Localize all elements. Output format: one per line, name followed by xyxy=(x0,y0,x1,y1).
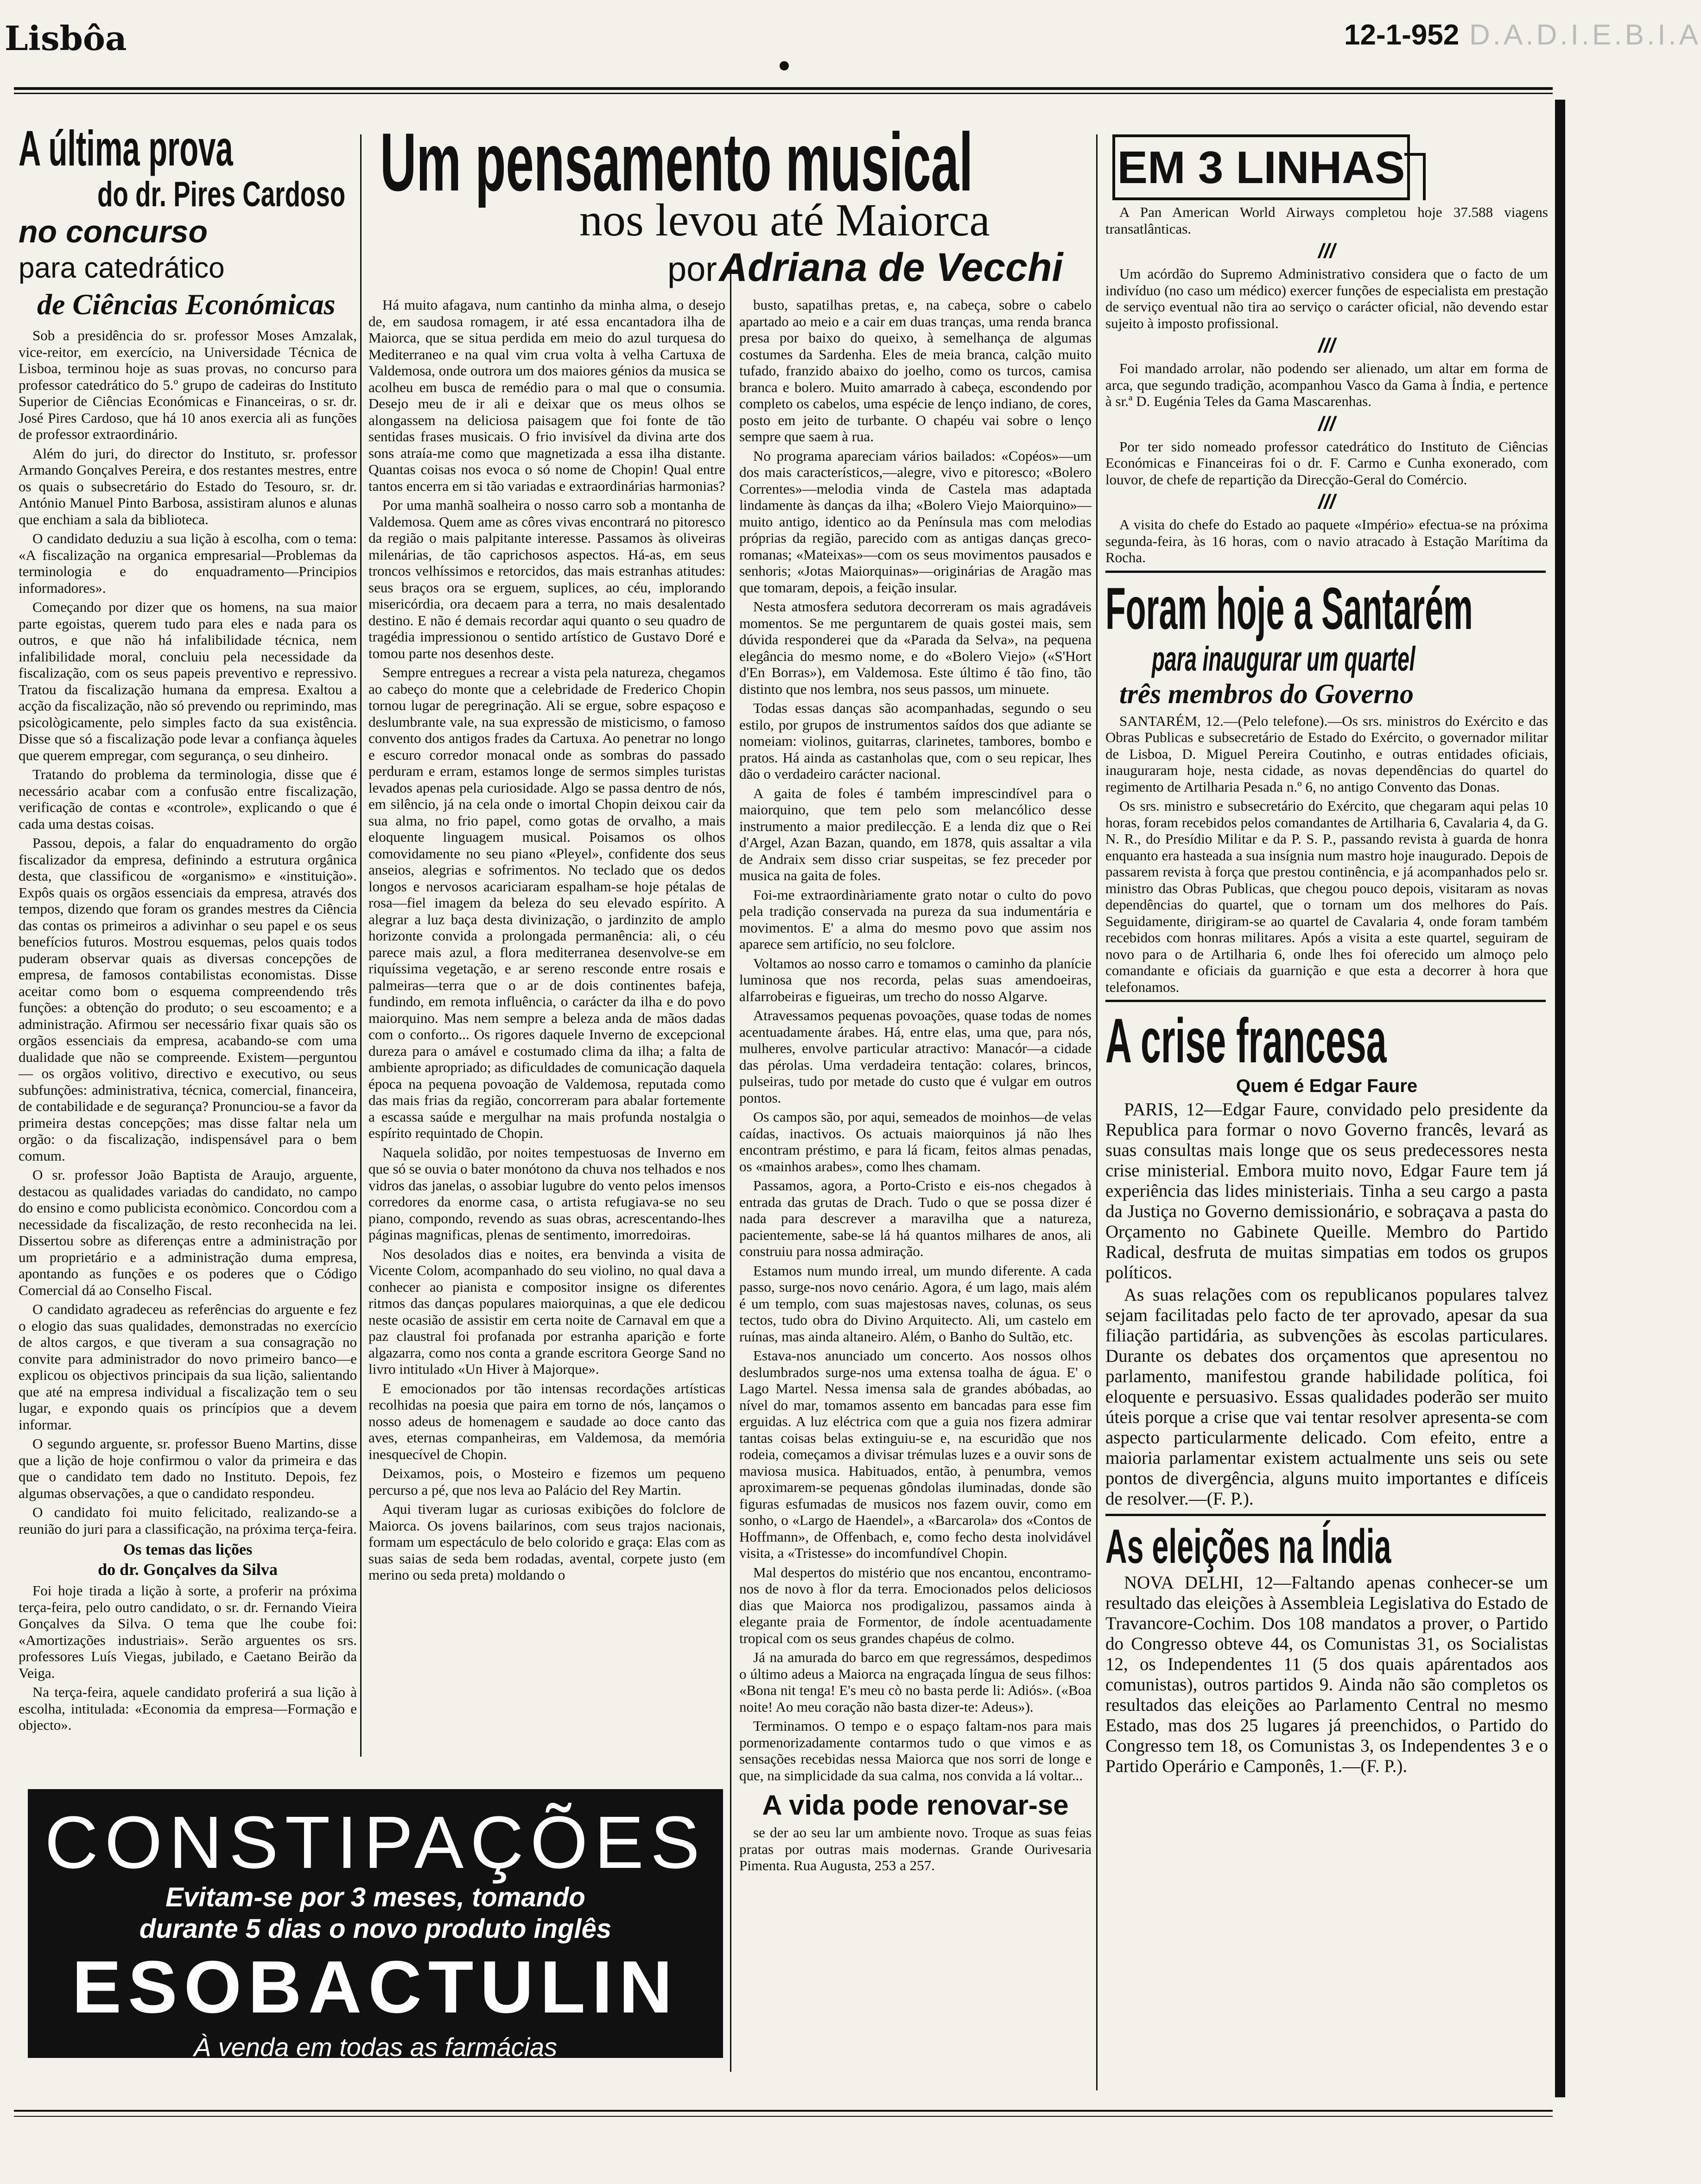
mid-col1-paragraph: Naquela solidão, por noites tempestuosas de Inverno em que só se ouvia o bater monótono da chuva nos telhados e nos vidros das janelas, o assobiar lugubre do vento pelos imensos corredores da enorme casa, o artista refugiava-se no seu piano, compondo, revendo as suas obras, acrescentando-lhes páginas magnificas, plenas de sentimento, imorredoiras. xyxy=(368,1144,725,1243)
mid-col1-paragraph: Há muito afagava, num cantinho da minha alma, o desejo de, em saudosa romagem, ir até essa encantadora ilha de Maiorca, que se situa perdida em meio do azul turquesa do Mediterraneo e na qual vim crua volta à velha Cartuxa de Valdemosa, onde outrora um dos maiores génios da musica se acolheu em busca de remédio para o mal que o consumia. Desejo meu de ir ali e deixar que os meus olhos se alongassem na deliciosa paisagem que foi fonte de tão sentidas frases musicais. O frio invisível da divina arte dos sons atraía-me como que magnetizada a essa ilha distante. Quantas coisas nos evoca o só nome de Chopin! Qual entre tantos encerra em si tão variadas e extraordinárias harmonias? xyxy=(368,297,725,494)
mid-col2-paragraph: Atravessamos pequenas povoações, quase todas de nomes acentuadamente árabes. Há, entre elas, uma que, para nós, mulheres, envolve particular atractivo: Manacór—a cidade das pérolas. Uma verdadeira tentação: colares, brincos, pulseiras, tudo por metade do custo que é vulgar em outros pontos. xyxy=(739,1007,1092,1106)
crise-body xyxy=(1105,1099,1548,1509)
crise-paragraph: PARIS, 12—Edgar Faure, convidado pelo presidente da Republica para formar o novo Governo francês, levará as suas consultas mais longe que os seus predecessores nesta crise ministerial. Embora muito novo, Edgar Faure tem já experiência das lides ministeriais. Tinha a seu cargo a pasta da Justiça no Governo demissionário, e sobraçava a pasta do Orçamento no Gabinete Queille. Membro do Partido Radical, desfruta de muitas simpatias em todos os grupos políticos. xyxy=(1105,1099,1548,1282)
brief-item: Um acórdão do Supremo Administrativo considera que o facto de um indivíduo (no caso um médico) exercer funções de especialista em prestação de serviço eventual não tira ao serviço o carácter oficial, não devendo estar sujeito à imposto profissional. xyxy=(1105,266,1548,331)
santarem-subhead-2: três membros do Governo xyxy=(1119,678,1414,709)
brief-item: A Pan American World Airways completou hoje 37.588 viagens transatlânticas. xyxy=(1105,204,1548,237)
ad-headline: CONSTIPAÇÕES xyxy=(44,1801,706,1884)
issue-date: 12-1-952 xyxy=(1344,19,1460,51)
bottom-rule-thin xyxy=(14,2116,1553,2117)
middle-article-title: Um pensamento musical xyxy=(380,116,973,208)
ad-product-name: ESOBACTULIN xyxy=(72,1945,679,2028)
mid-col1-paragraph: Aqui tiveram lugar as curiosas exibições do folclore de Maiorca. Os jovens bailarinos, com seus trajos nacionais, formam um espectáculo de belo colorido e graça: Elas com as suas saias de seda bem rodadas, avental, corpete justo (em merino ou seda preta) moldando o xyxy=(368,1501,725,1583)
top-rule xyxy=(14,87,1553,90)
brief-item: Por ter sido nomeado professor catedrático do Instituto de Ciências Económicas e Financeiras foi o dr. F. Carmo e Cunha exonerado, com louvor, de chefe de repartição da Direcção-Geral do Comércio. xyxy=(1105,438,1548,488)
brief-item: Foi mandado arrolar, não podendo ser alienado, um altar em forma de arca, que segundo tradição, acompanhou Vasco da Gama à Índia, e pertence à sr.ª D. Eugénia Teles da Gama Mascarenhas. xyxy=(1105,360,1548,409)
left-paras-paragraph: O sr. professor João Baptista de Araujo, arguente, destacou as qualidades variadas do candidato, no campo do ensino e como publicista econòmico. Concordou com a necessidade da fiscalização, de resto reconhecida na lei. Dissertou sobre as diferenças entre a administração por um proprietário e a administração duma empresa, apontando as funções e os poderes que o Código Comercial dá ao Conselho Fiscal. xyxy=(19,1167,357,1298)
mid-col2-paragraph: Os campos são, por aqui, semeados de moinhos—de velas caídas, inactivos. Os actuais maiorquinos já não lhes encontram préstimo, e para lá ficam, feitos almas penadas, os «mainhos arabes», como lhes chamam. xyxy=(739,1109,1092,1175)
brief-separator: /// xyxy=(1318,334,1335,357)
left-paras-paragraph: Além do juri, do director do Instituto, sr. professor Armando Gonçalves Pereira, e dos restantes mestres, entre os quais o subsecretário do Estado do Tesouro, sr. dr. António Manuel Pinto Barbosa, assistiram alunos e alunas que enchiam a sala da biblioteca. xyxy=(19,445,357,527)
top-rule-thin xyxy=(14,93,1553,94)
right-rule-3 xyxy=(1105,1514,1546,1516)
middle-article-col1 xyxy=(368,297,725,1766)
santarem-subhead: para inaugurar um quartel xyxy=(1152,639,1415,678)
mid-col1-paragraph: Deixamos, pois, o Mosteiro e fizemos um pequeno percurso a pé, que nos leva ao Palácio del Rey Martin. xyxy=(368,1465,725,1498)
byline-author: Adriana de Vecchi xyxy=(718,245,1063,290)
section-title: Lisbôa xyxy=(5,19,127,58)
left-paras-paragraph: Sob a presidência do sr. professor Moses Amzalak, vice-reitor, em exercício, na Universidade Técnica de Lisboa, terminou hoje as suas provas, no concurso para professor catedrático do 5.º grupo de cadeiras do Instituto Superior de Ciências Económicas e Financeiras, o sr. dr. José Pires Cardoso, que há 10 anos exercia ali as funções de professor extraordinário. xyxy=(19,327,357,442)
left-article xyxy=(19,121,357,1761)
mid-col1-paragraph: E emocionados por tão intensas recordações artísticas recolhidas na poesia que paira em torno de nós, lançamos o nosso adeus de homenagem e saudade ao doce canto das aves, eternas companheiras, em Valdemosa, da memória inesquecível de Chopin. xyxy=(368,1380,725,1462)
mid-col2-paragraph: Nesta atmosfera sedutora decorreram os mais agradáveis momentos. Se me perguntarem de quais gostei mais, sem dúvida responderei que da «Parada da Selva», na pequena elegância do mesmo nome, e do «Bolero Viejo» («S'Hort d'En Borras»), em Valdemosa. Este último é tão fino, tão distinto que nos lembra, nos seus passos, um minuete. xyxy=(739,598,1092,697)
right-rule-1 xyxy=(1105,571,1546,573)
mid-col2-paragraph: Voltamos ao nosso carro e tomamos o caminho da planície luminosa que nos recorda, pelas suas amendoeiras, alfarrobeiras e figueiras, um trecho do nosso Algarve. xyxy=(739,955,1092,1004)
mid-col2-paragraph: Mal despertos do mistério que nos encantou, encontramo-nos de novo à flor da terra. Emocionados pelos deliciosos dias que Maiorca nos prodigalizou, passamos ainda à elegante praia de Formentor, de índole acentuadamente tropical com os seus grandes chapéus de colmo. xyxy=(739,1564,1092,1646)
column-divider-1 xyxy=(360,134,362,1757)
left-paras2-paragraph: Na terça-feira, aquele candidato proferirá a sua lição à escolha, intitulada: «Economia da empresa—Formação e objecto». xyxy=(19,1684,357,1733)
left-article-title-line2: do dr. Pires Cardoso xyxy=(97,175,346,214)
left-paras-paragraph: Começando por dizer que os homens, na sua maior parte egoistas, querem tudo para eles e nada para os outros, e que não há infalibilidade técnica, nem infalibilidade moral, concluiu pela necessidade da fiscalização, com os seus papeis preventivo e repressivo. Tratou da fiscalização humana da empresa. Exaltou a acção da fiscalização, não só prevendo ou reprimindo, mas psicològicamente, pelo simples facto da sua existência. Disse que só a fiscalização pode levar a confiança àqueles que querem empregar, com segurança, o seu dinheiro. xyxy=(19,599,357,763)
left-article-title-line5: de Ciências Económicas xyxy=(37,288,336,321)
mid-col2-paragraph: No programa apareciam vários bailados: «Copéos»—um dos mais característicos,—alegre, vivo e pitoresco; «Bolero Correntes»—melodia vinda de Castela mas adaptada lindamente às danças da ilha; «Bolero Viejo Maiorquino»—muito antigo, identico ao da Península mas com melodias próprias da região, parecido com as antigas danças greco-romanas; «Mateixas»—com os seus movimentos pausados e senhoris; «Jotas Maiorquinas»—originárias de Aragão mas que tomaram, depois, a feição insular. xyxy=(739,447,1092,596)
masthead-mark: D.A.D.I.E.B.I.A xyxy=(1469,19,1701,51)
em3-linhas-box: EM 3 LINHAS xyxy=(1112,134,1410,200)
ad-line3: durante 5 dias o novo produto inglês xyxy=(139,1914,612,1944)
em3-box-tail xyxy=(1404,153,1426,200)
mid-col1-paragraph: Por uma manhã soalheira o nosso carro sob a montanha de Valdemosa. Quem ame as côres vivas encontrará no pitoresco da região o mais palpitante interesse. Passamos às oliveiras milenárias, de tão caprichosos aspectos. Há-as, em seus troncos velhíssimos e retorcidos, das mais estranhas atitudes: seus braços ora se erguem, suplices, ao céu, implorando misericórdia, ora decaem para a terra, no mais desalentado destino. E não é demais recordar aqui quanto o seu quadro de tragédia impressionou o sentido artístico de Gustavo Doré e tomou parte nos desenhos deste. xyxy=(368,497,725,661)
santarem-paragraph: Os srs. ministro e subsecretário do Exército, que chegaram aqui pelas 10 horas, foram recebidos pelos comandantes de Artilharia 6, Cavalaria 4, da G. N. R., do Presídio Militar e da P. S. P., passando revista à guarda de honra enquanto era hasteada a sua insígnia num mastro hoje inaugurado. Depois de passarem revista à força que prestou continência, e já acompanhados pelo sr. ministro das Obras Publicas, que chegou pouco depois, visitaram as novas dependências do quartel, que o tornam um dos melhores do País. Seguidamente, dirigiram-se ao quartel de Cavalaria 4, onde foram também recebidos com honras militares. Após a visita a este quartel, seguiram de novo para o de Artilharia 6, onde lhes foi oferecido um almoço pelo comandante e oficiais da guarnição e que esta a decorrer à hora que telefonamos. xyxy=(1105,798,1548,995)
left-paras-paragraph: O segundo arguente, sr. professor Bueno Martins, disse que a lição de hoje confirmou o valor da primeira e das que o candidato tem dado no Instituto. Depois, fez algumas observações, a que o candidato respondeu. xyxy=(19,1435,357,1501)
mid-col2-paragraph: A gaita de foles é também imprescindível para o maiorquino, que tem pelo som melancólico desse instrumento a maior predilecção. E a lenda diz que o Rei d'Argel, Azan Bazan, quando, em 1878, quis assaltar a vila de Andraix sem disso criar suspeitas, se fez preceder por musica na gaita de foles. xyxy=(739,785,1092,883)
ad-line2: Evitam-se por 3 meses, tomando xyxy=(165,1882,585,1912)
mid-col2-paragraph: busto, sapatilhas pretas, e, na cabeça, sobre o cabelo apartado ao meio e a cair em duas tranças, uma renda branca presa por baixo do queixo, à semelhança de algumas costumes da Sardenha. Eles de meia branca, calção muito tufado, franzido abaixo do joelho, como os turcos, camisa branca e bolero. Muito amarrado à cabeça, escondendo por completo os cabelos, uma espécie de lenço indiano, de cores, posto em jeito de turbante. O chapéu vai sobre o lenço sempre que saem à rua. xyxy=(739,297,1092,444)
mid-col1-paragraph: Sempre entregues a recrear a vista pela natureza, chegamos ao cabeço do monte que a celebridade de Frederico Chopin tornou lugar de peregrinação. Ali se ergue, sobre espaçoso e deslumbrante vale, na sua expressão de misticismo, o famoso convento dos antigos frades da Cartuxa. Ao penetrar no longo e escuro corredor monacal onde as sombras do passado perduram e erram, estamos longe de sermos simples turistas levados apenas pela curiosidade. Algo se passa dentro de nós, em silêncio, já na cela onde o imortal Chopin deixou cair da sua alma, no frio papel, como gotas de orvalho, a mais eloquente linguagem musical. Poisamos os olhos comovidamente no seu piano «Pleyel», confidente dos seus anseios, alegrias e sofrimentos. No teclado que os dedos longos e nervosos acariciaram espalham-se hoje pétalas de rosa—fiel imagem da beleza do seu elevado espírito. A alegrar a luz baça desta divinização, o jardinzito de amplo horizonte convida a prolongada permanência: ali, o céu parece mais azul, a flora mediterranea desenvolve-se em riquíssima vegetação, e ar sereno resconde entre rosais e palmeiras—terra que o ar de dois continentes bafeja, fundindo, em remota influência, o carácter da ilha e do povo maiorquino. Mas nem sempre a beleza anda de mãos dadas com o conforto... Os rigores daquele Inverno de excepcional dureza para o amável e costumado clima da ilha; a falta de ambiente apropriado; as dificuldades de comunicação daquela época na pequena povoação de Valdemosa, reputada como das mais frias da região, concorreram para abalar fortemente a escassa saúde e mergulhar na mais profunda nostalgia o espírito requintado de Chopin. xyxy=(368,664,725,1141)
mid-col2-paragraph: Já na amurada do barco em que regressámos, despedimos o último adeus a Maiorca na engraçada língua de seus filhos: «Bona nit tenga! E's meu cò no basta perde li: Adiós». («Boa noite! Ao meu coração não basta dizer-te: Adeus»). xyxy=(739,1649,1092,1715)
left-article-title: A última prova xyxy=(19,120,233,176)
middle-article-col2 xyxy=(739,297,1092,2081)
mid-col2-paragraph: Passamos, agora, a Porto-Cristo e eis-nos chegados à entrada das grutas de Drach. Tudo o que se possa dizer é nada para descrever a maravilha que a natureza, pacientemente, sabe-se lá há quantos milhares de anos, ali construiu para nossa admiração. xyxy=(739,1177,1092,1259)
right-margin-bar xyxy=(1555,100,1565,2097)
column-divider-3 xyxy=(1096,134,1098,2090)
middle-article-subtitle: nos levou até Maiorca xyxy=(579,194,990,246)
center-dot-ornament xyxy=(780,61,789,70)
bottom-rule xyxy=(14,2110,1553,2112)
mid-col2-paragraph: Estava-nos anunciado um concerto. Aos nossos olhos deslumbrados surge-nos uma extensa toalha de água. E' o Lago Martel. Nessa imensa sala de grandes abóbadas, ao nível do mar, tomamos assento em bancadas para esse fim erguidas. A luz eléctrica com que a guia nos fizera admirar tantas coisas belas extinguiu-se e, na escuridão que nos rodeia, começamos a divisar trémulas luzes e a ouvir sons de maviosa musica. Habituados, então, à penumbra, vemos aproximarem-se pequenas gôndolas iluminadas, donde são figuras esfumadas de musicos nos fazem ouvir, como em sonho, o «Largo de Haendel», a «Barcarola» dos «Contos de Hoffmann», de Offenbach, e, como fecho desta inolvidável visita, a «Tristesse» do incomfundível Chopin. xyxy=(739,1347,1092,1561)
brief-separator: /// xyxy=(1318,412,1335,435)
crise-paragraph: As suas relações com os republicanos populares talvez sejam facilitadas pelo facto de ter aprovado, apesar da sua filiação partidária, as subvenções às escolas particulares. Durante os debates dos orçamentos que apresentou no parlamento, manifestou grande habilidade política, foi eloquente e persuasivo. Essas qualidades poderão ser muito úteis porque a crise que vai tentar resolver apresenta-se com aspecto particularmente delicado. Com efeito, entre a maioria parlamentar existem actualmente uns seis ou sete pontos de divergência, alguns muito importantes e difíceis de resolver.—(F. P.). xyxy=(1105,1285,1548,1509)
byline-prefix: por xyxy=(667,250,717,288)
left-article-body xyxy=(19,327,357,1537)
right-column xyxy=(1105,204,1548,2104)
brief-separator: /// xyxy=(1318,490,1335,513)
left-subhead-line1: Os temas das lições xyxy=(123,1541,253,1558)
vida-text: se der ao seu lar um ambiente novo. Troque as suas feias pratas por outras mais modernas. Grande Ourivesaria Pimenta. Rua Augusta, 253 a 257. xyxy=(739,1824,1092,1873)
brief-separator: /// xyxy=(1318,240,1335,262)
crise-subhead: Quem é Edgar Faure xyxy=(1236,1076,1418,1096)
mid-col2-paragraph: Foi-me extraordinàriamente grato notar o culto do povo pela tradição conservada na pureza da sua indumentária e movimentos. E' a alma do mesmo povo que assim nos aparece sem artifício, no seu folclore. xyxy=(739,886,1092,952)
left-subhead-line2: do dr. Gonçalves da Silva xyxy=(98,1560,278,1579)
mid-col2-paragraph: Todas essas danças são acompanhadas, segundo o seu estilo, por grupos de instrumentos saídos dos que adiante se nomeiam: violinos, guitarras, clarinetes, tambores, bombo e pratos. Há ainda as castanholas que, com o seu repicar, lhes dão o verdadeiro carácter nacional. xyxy=(739,700,1092,782)
left-paras-paragraph: O candidato foi muito felicitado, realizando-se a reunião do juri para a classificação, na próxima terça-feira. xyxy=(19,1504,357,1537)
mid-col2-paragraph: Estamos num mundo irreal, um mundo diferente. A cada passo, surge-nos novo cenário. Agora, é um lago, mais além é um templo, com suas majestosas naves, colunas, os seus tectos, tudo obra do Divino Arquitecto. Ali, um castelo em ruínas, mas ainda altaneiro. Além, o Banho do Sultão, etc. xyxy=(739,1262,1092,1345)
brief-item: A visita do chefe do Estado ao paquete «Império» efectua-se na próxima segunda-feira, às 16 horas, com o navio atracado à Estação Marítima da Rocha. xyxy=(1105,516,1548,565)
left-article-body-2 xyxy=(19,1582,357,1733)
left-paras2-paragraph: Foi hoje tirada a lição à sorte, a proferir na próxima terça-feira, pelo outro candidato, o sr. dr. Fernando Vieira Gonçalves da Silva. O tema que lhe coube foi: «Amortizações industriais». Serão arguentes os srs. professores Luís Viegas, jubilado, e Caetano Beirão da Veiga. xyxy=(19,1582,357,1681)
vida-headline: A vida pode renovar-se xyxy=(762,1790,1069,1821)
left-paras-paragraph: Passou, depois, a falar do enquadramento do orgão fiscalizador da empresa, definindo a estrutura orgânica desta, que classificou de «organismo» e «instituição». Expôs quais os orgãos essenciais da empresa, através dos tempos, dizendo que foram os grandes mestres da Ciência das contas os primeiros a adivinhar o seu papel e os seus benefícios futuros. Mostrou esquemas, pelos quais todos puderam observar quais as diversas concepções de empresa, de famosos contabilistas economistas. Disse aceitar como bom o esquema compreendendo três funções: a obtenção do produto; o seu escoamento; e a administração. Afirmou ser necessário fixar quais são os orgãos essenciais da empresa, acabando-se com uma dualidade que não se compreende. Existem—perguntou — os orgãos volitivo, directivo e executivo, ou seus subfunções: administrativa, técnica, comercial, financeira, de contabilidade e de segurança? Pronunciou-se a favor da primeira destas concepções; mas disse faltar nela um orgão: o da fiscalização, indispensável para o bem comum. xyxy=(19,835,357,1164)
india-body: NOVA DELHI, 12—Faltando apenas conhecer-se um resultado das eleições à Assembleia Legislativa do Estado de Travancore-Cochim. Dos 108 mandatos a prover, o Partido do Congresso obteve 44, os Comunistas 31, os Socialistas 12, os Independentes 11 (5 dos quais apárentados aos comunistas), outros partidos 9. Ainda não são completos os resultados das eleições ao Parlamento Central no mesmo Estado, mas dos 25 lugares já preenchidos, o Partido do Congresso tem 18, os Comunistas 3, os Independentes 3 e o Partido Operário e Camponês, 1.—(F. P.). xyxy=(1105,1573,1548,1776)
column-divider-2 xyxy=(730,264,731,2072)
left-article-title-line3: no concurso xyxy=(19,214,208,249)
right-rule-2 xyxy=(1105,1000,1546,1002)
left-paras-paragraph: O candidato agradeceu as referências do arguente e fez o elogio das suas qualidades, demonstradas no exercício de altos cargos, e que tiveram a sua consagração no convite para administrador do novo primeiro banco—e explicou os objectivos principais da sua lição, salientando que até na empresa individual a fiscalização tem o seu lugar, e expondo quais os princípios que a devem informar. xyxy=(19,1301,357,1433)
em3-linhas-briefs xyxy=(1105,204,1548,566)
left-paras-paragraph: Tratando do problema da terminologia, disse que é necessário acabar com a confusão entre fiscalização, verificação de contas e «controle», explicando o que é cada uma destas coisas. xyxy=(19,766,357,832)
esobactulin-ad xyxy=(28,1789,723,2062)
santarem-headline: Foram hoje a Santarém xyxy=(1105,575,1473,642)
mid-col1-paragraph: Nos desolados dias e noites, era benvinda a visita de Vicente Colom, acompanhado do seu violino, no qual dava a conhecer ao pianista e compositor insigne os diferentes ritmos das danças populares maiorquinas, a que ele dedicou neste ocasião de assistir em certa noite de Carnaval em que a paz claustral foi profanada por estranha aparição e forte algazarra, como nos conta a grande escritora George Sand no livro intitulado «Un Hiver à Majorque». xyxy=(368,1245,725,1377)
santarem-paragraph: SANTARÉM, 12.—(Pelo telefone).—Os srs. ministros do Exército e das Obras Publicas e subsecretário de Estado do Exército, o governador militar de Lisboa, D. Miguel Pereira Coutinho, e outras entidades oficiais, inauguraram hoje, nesta cidade, as novas dependências do quartel do regimento de Artilharia Pesada n.º 6, no antigo Convento das Donas. xyxy=(1105,712,1548,795)
santarem-body xyxy=(1105,713,1548,996)
mid-col2-paragraph: Terminamos. O tempo e o espaço faltam-nos para mais pormenorizadamente contarmos tudo o que vimos e as sensações recebidas nessa Maiorca que nos sorri de longe e que, na simplicidade da sua calma, nos convida a lá voltar... xyxy=(739,1718,1092,1784)
india-headline: As eleições na Índia xyxy=(1105,1520,1391,1574)
left-article-title-line4: para catedrático xyxy=(19,252,225,284)
ad-line5: À venda em todas as farmácias xyxy=(193,2032,558,2062)
left-paras-paragraph: O candidato deduziu a sua lição à escolha, com o tema: «A fiscalização na organica empresarial—Problemas da terminologia e do enquadramento—Principios informadores». xyxy=(19,530,357,596)
crise-headline: A crise francesa xyxy=(1105,1005,1387,1076)
